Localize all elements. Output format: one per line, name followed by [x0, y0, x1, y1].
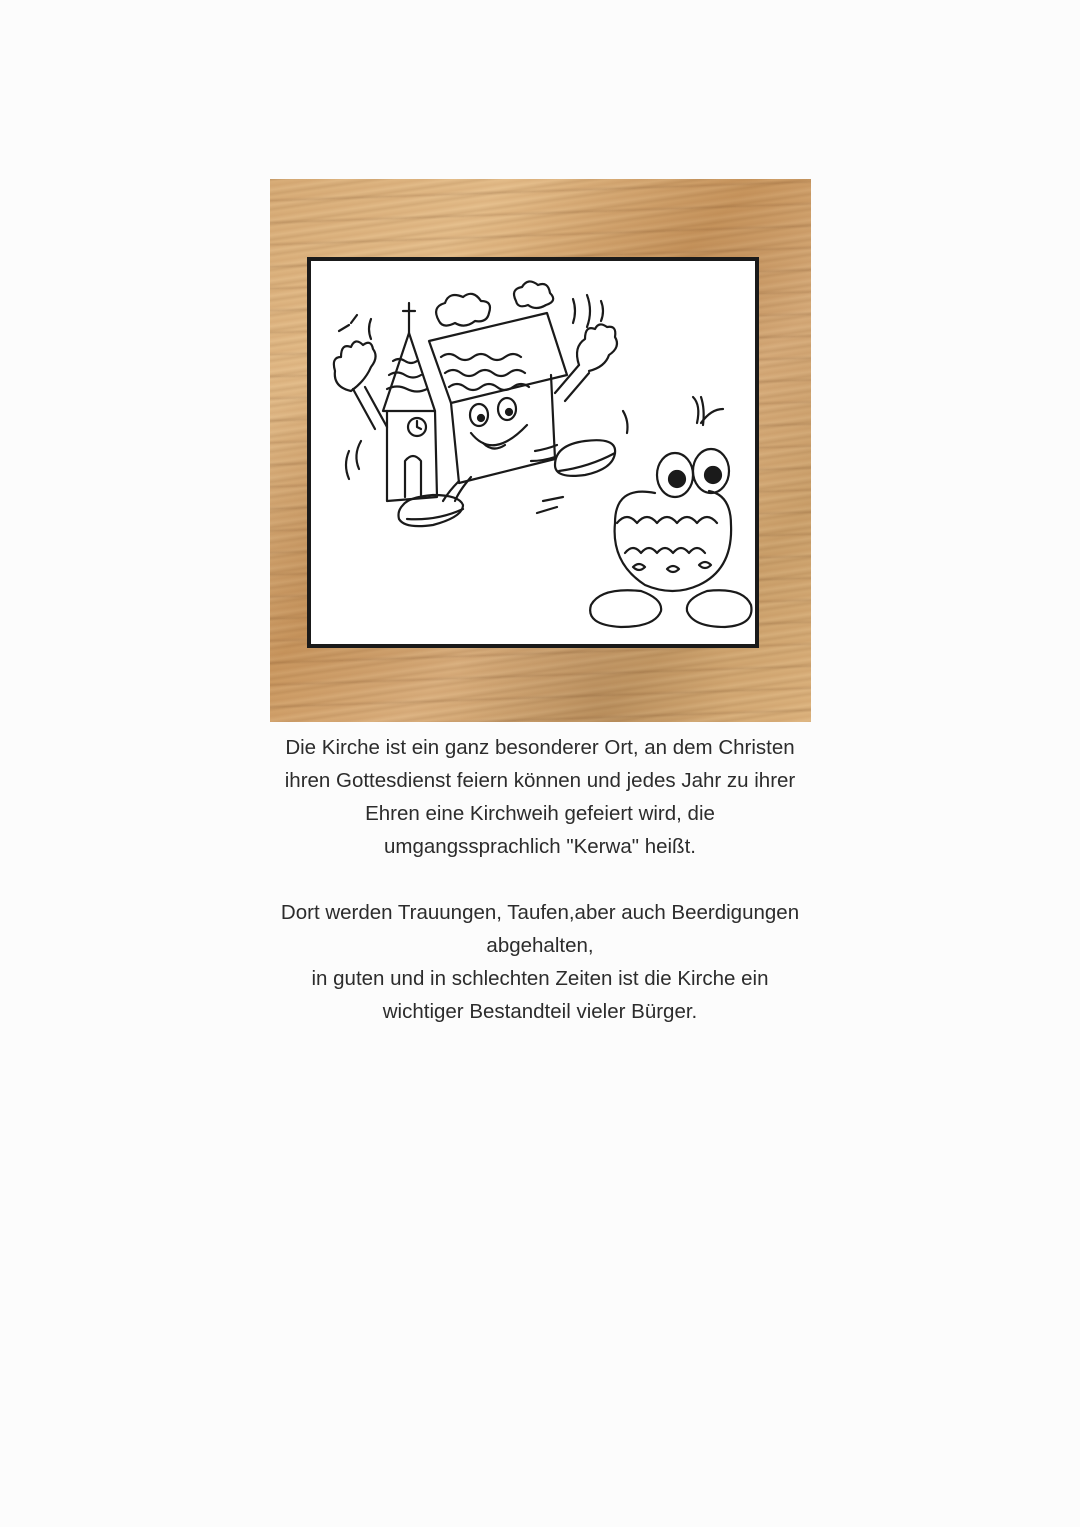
- text-line: ihren Gottesdienst feiern können und jedes Jahr zu ihrer: [284, 769, 796, 792]
- paragraph-kirche: [200, 731, 880, 863]
- body-text: [200, 731, 880, 1061]
- dancing-church-and-kerwa-cake-icon: [311, 261, 755, 644]
- text-line: Ehren eine Kirchweih gefeiert wird, die: [365, 802, 715, 825]
- text-line: wichtiger Bestandteil vieler Bürger.: [382, 1000, 698, 1023]
- paragraph-trauungen: [200, 896, 880, 1028]
- text-line: umgangssprachlich "Kerwa" heißt.: [384, 835, 696, 858]
- text-line: Dort werden Trauungen, Taufen,aber auch Beerdigungen: [280, 901, 800, 924]
- illustration-card: [307, 257, 759, 648]
- text-line: abgehalten,: [486, 934, 594, 957]
- text-line: in guten und in schlechten Zeiten ist die Kirche ein: [311, 967, 769, 990]
- text-line: Die Kirche ist ein ganz besonderer Ort, an dem Christen: [285, 736, 795, 759]
